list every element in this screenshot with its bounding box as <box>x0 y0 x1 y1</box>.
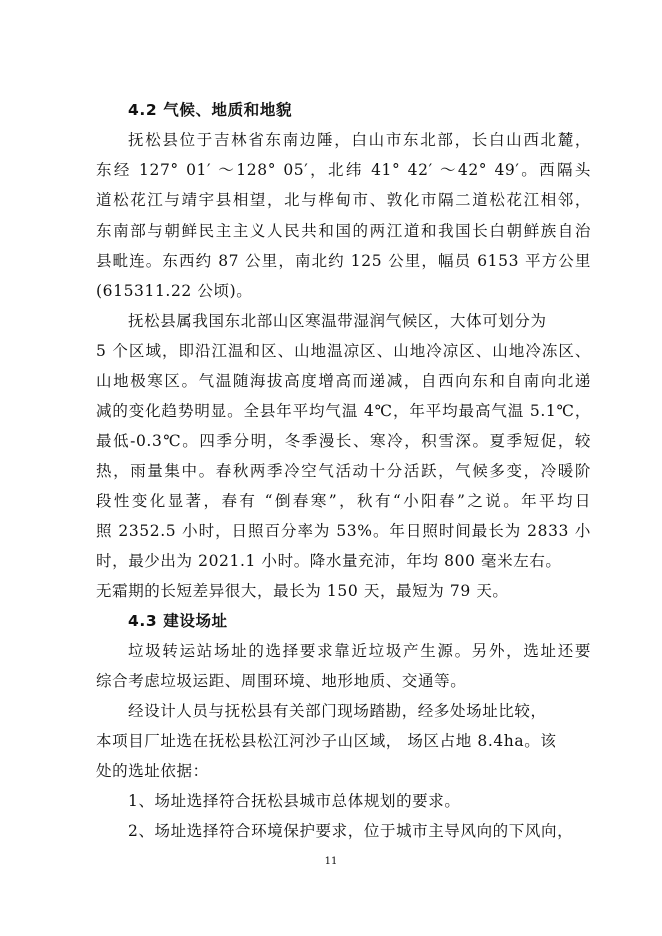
list-item: 1、场址选择符合抚松县城市总体规划的要求。 <box>128 792 461 810</box>
paragraph-line: 时，最少出为 2021.1 小时。降水量充沛，年均 800 毫米左右。 <box>96 552 562 570</box>
paragraph-line: 垃圾转运站场址的选择要求靠近垃圾产生源。另外，选址还要 <box>128 642 591 660</box>
section-heading-4-2: 4.2 气候、地质和地貌 <box>128 101 293 119</box>
paragraph-line: 抚松县位于吉林省东南边陲，白山市东北部，长白山西北麓， <box>128 131 591 149</box>
paragraph-line: 段性变化显著，春有 “倒春寒”，秋有“小阳春”之说。年平均日 <box>96 492 591 510</box>
paragraph-line: 综合考虑垃圾运距、周围环境、地形地质、交通等。 <box>96 672 467 690</box>
paragraph-line: 县毗连。东西约 87 公里，南北约 125 公里，幅员 6153 平方公里 <box>96 252 591 270</box>
paragraph-line: 最低-0.3℃。四季分明，冬季漫长、寒冷，积雪深。夏季短促，较 <box>96 432 591 450</box>
paragraph-line: 经设计人员与抚松县有关部门现场踏勘，经多处场址比较， <box>128 702 547 720</box>
section-heading-4-3: 4.3 建设场址 <box>128 612 228 630</box>
page-number: 11 <box>324 856 338 867</box>
paragraph-line: 道松花江与靖宇县相望，北与桦甸市、敦化市隔二道松花江相邻， <box>96 191 591 209</box>
paragraph-line: 本项目厂址选在抚松县松江河沙子山区域， 场区占地 8.4ha。该 <box>96 732 557 750</box>
paragraph-line: 照 2352.5 小时，日照百分率为 53%。年日照时间最长为 2833 小 <box>96 522 591 540</box>
paragraph-line: 山地极寒区。气温随海拔高度增高而递减，自西向东和自南向北递 <box>96 372 591 390</box>
paragraph-line: 无霜期的长短差异很大，最长为 150 天，最短为 79 天。 <box>96 582 509 600</box>
paragraph-line: (615311.22 公顷)。 <box>96 282 253 300</box>
paragraph-line: 处的选址依据： <box>96 762 209 780</box>
paragraph-line: 减的变化趋势明显。全县年平均气温 4℃，年平均最高气温 5.1℃， <box>96 402 591 420</box>
paragraph-line: 东南部与朝鲜民主主义人民共和国的两江道和我国长白朝鲜族自治 <box>96 222 591 240</box>
paragraph-line: 5 个区域，即沿江温和区、山地温凉区、山地冷凉区、山地冷冻区、 <box>96 342 591 360</box>
paragraph-line: 热，雨量集中。春秋两季冷空气活动十分活跃，气候多变，冷暖阶 <box>96 462 591 480</box>
list-item: 2、场址选择符合环境保护要求，位于城市主导风向的下风向， <box>128 822 574 840</box>
paragraph-line: 东经 127° 01′ ～128° 05′，北纬 41° 42′ ～42° 49′。西隔头 <box>96 161 591 179</box>
paragraph-line: 抚松县属我国东北部山区寒温带湿润气候区，大体可划分为 <box>128 312 547 330</box>
